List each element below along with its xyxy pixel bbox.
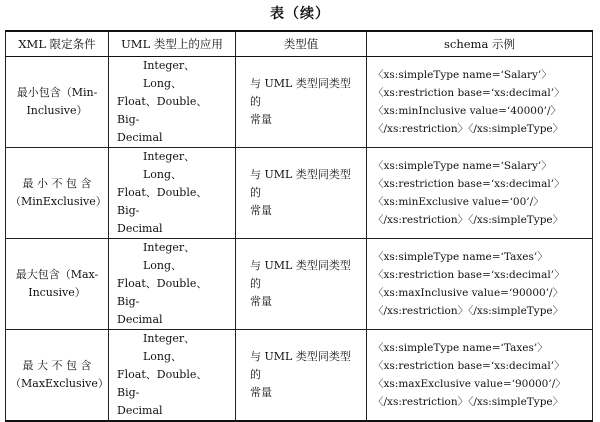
uml-line: Integer、 Long、 [143, 241, 196, 272]
schema-cell [367, 148, 593, 239]
schema-line: 〈xs:restriction base=‘xs:decimal’〉 [373, 269, 565, 281]
schema-line: 〈xs:minExclusive value=‘00’/〉 [373, 196, 544, 208]
header-uml-application: UML 类型上的应用 [109, 31, 236, 57]
facet-cell [6, 330, 109, 422]
uml-line: Float、Double、Big- [117, 368, 208, 399]
schema-line: 〈xs:minInclusive value=‘40000’/〉 [373, 105, 562, 117]
value-line: 与 UML 类型同类型的 [250, 77, 351, 108]
header-schema-example: schema 示例 [367, 31, 593, 57]
value-line: 常量 [250, 204, 272, 217]
facet-line: 最 大 不 包 含 [22, 359, 92, 372]
table-row [6, 239, 593, 330]
uml-line: Float、Double、Big- [117, 95, 208, 126]
schema-cell [367, 239, 593, 330]
uml-line: Integer、 Long、 [143, 332, 196, 363]
facet-table [5, 30, 593, 422]
uml-line: Decimal [117, 131, 163, 144]
header-type-value: 类型值 [236, 31, 367, 57]
uml-cell [109, 148, 236, 239]
facet-line: 最 小 不 包 含 [22, 177, 92, 190]
value-cell [236, 148, 367, 239]
facet-cell [6, 239, 109, 330]
uml-cell [109, 330, 236, 422]
schema-line: 〈/xs:restriction〉〈/xs:simpleType〉 [373, 396, 564, 408]
value-cell [236, 330, 367, 422]
table-row [6, 330, 593, 422]
schema-line: 〈xs:maxInclusive value=‘90000’/〉 [373, 287, 564, 299]
schema-line: 〈xs:restriction base=‘xs:decimal’〉 [373, 360, 565, 372]
facet-cell [6, 148, 109, 239]
uml-line: Integer、 Long、 [143, 150, 196, 181]
facet-line: 最大包含（Max- [15, 268, 99, 281]
value-line: 常量 [250, 113, 272, 126]
facet-line: 最小包含（Min- [16, 86, 98, 99]
value-cell [236, 239, 367, 330]
table-row [6, 148, 593, 239]
facet-line: Incusive） [28, 286, 86, 299]
schema-line: 〈xs:simpleType name=‘Salary’〉 [373, 160, 552, 172]
facet-line: Inclusive） [26, 104, 88, 117]
schema-line: 〈xs:restriction base=‘xs:decimal’〉 [373, 178, 565, 190]
value-line: 与 UML 类型同类型的 [250, 259, 351, 290]
header-row [6, 31, 593, 57]
uml-line: Integer、 Long、 [143, 59, 196, 90]
facet-cell [6, 57, 109, 148]
facet-line: （MaxExclusive） [10, 377, 109, 390]
uml-line: Decimal [117, 404, 163, 417]
schema-line: 〈xs:simpleType name=‘Taxes’〉 [373, 251, 548, 263]
value-line: 常量 [250, 386, 272, 399]
uml-line: Decimal [117, 222, 163, 235]
value-cell [236, 57, 367, 148]
uml-line: Float、Double、Big- [117, 277, 208, 308]
uml-line: Float、Double、Big- [117, 186, 208, 217]
schema-line: 〈xs:restriction base=‘xs:decimal’〉 [373, 87, 565, 99]
table-row [6, 57, 593, 148]
uml-cell [109, 239, 236, 330]
schema-cell [367, 330, 593, 422]
facet-line: （MinExclusive） [10, 195, 107, 208]
schema-line: 〈xs:simpleType name=‘Taxes’〉 [373, 342, 548, 354]
schema-line: 〈xs:maxExclusive value=‘90000’/〉 [373, 378, 566, 390]
schema-line: 〈/xs:restriction〉〈/xs:simpleType〉 [373, 214, 564, 226]
value-line: 常量 [250, 295, 272, 308]
value-line: 与 UML 类型同类型的 [250, 168, 351, 199]
schema-line: 〈/xs:restriction〉〈/xs:simpleType〉 [373, 305, 564, 317]
uml-cell [109, 57, 236, 148]
schema-line: 〈/xs:restriction〉〈/xs:simpleType〉 [373, 123, 564, 135]
header-xml-facet: XML 限定条件 [6, 31, 109, 57]
uml-line: Decimal [117, 313, 163, 326]
schema-line: 〈xs:simpleType name=‘Salary’〉 [373, 69, 552, 81]
table-title: 表（续） [270, 6, 330, 22]
value-line: 与 UML 类型同类型的 [250, 350, 351, 381]
schema-cell [367, 57, 593, 148]
